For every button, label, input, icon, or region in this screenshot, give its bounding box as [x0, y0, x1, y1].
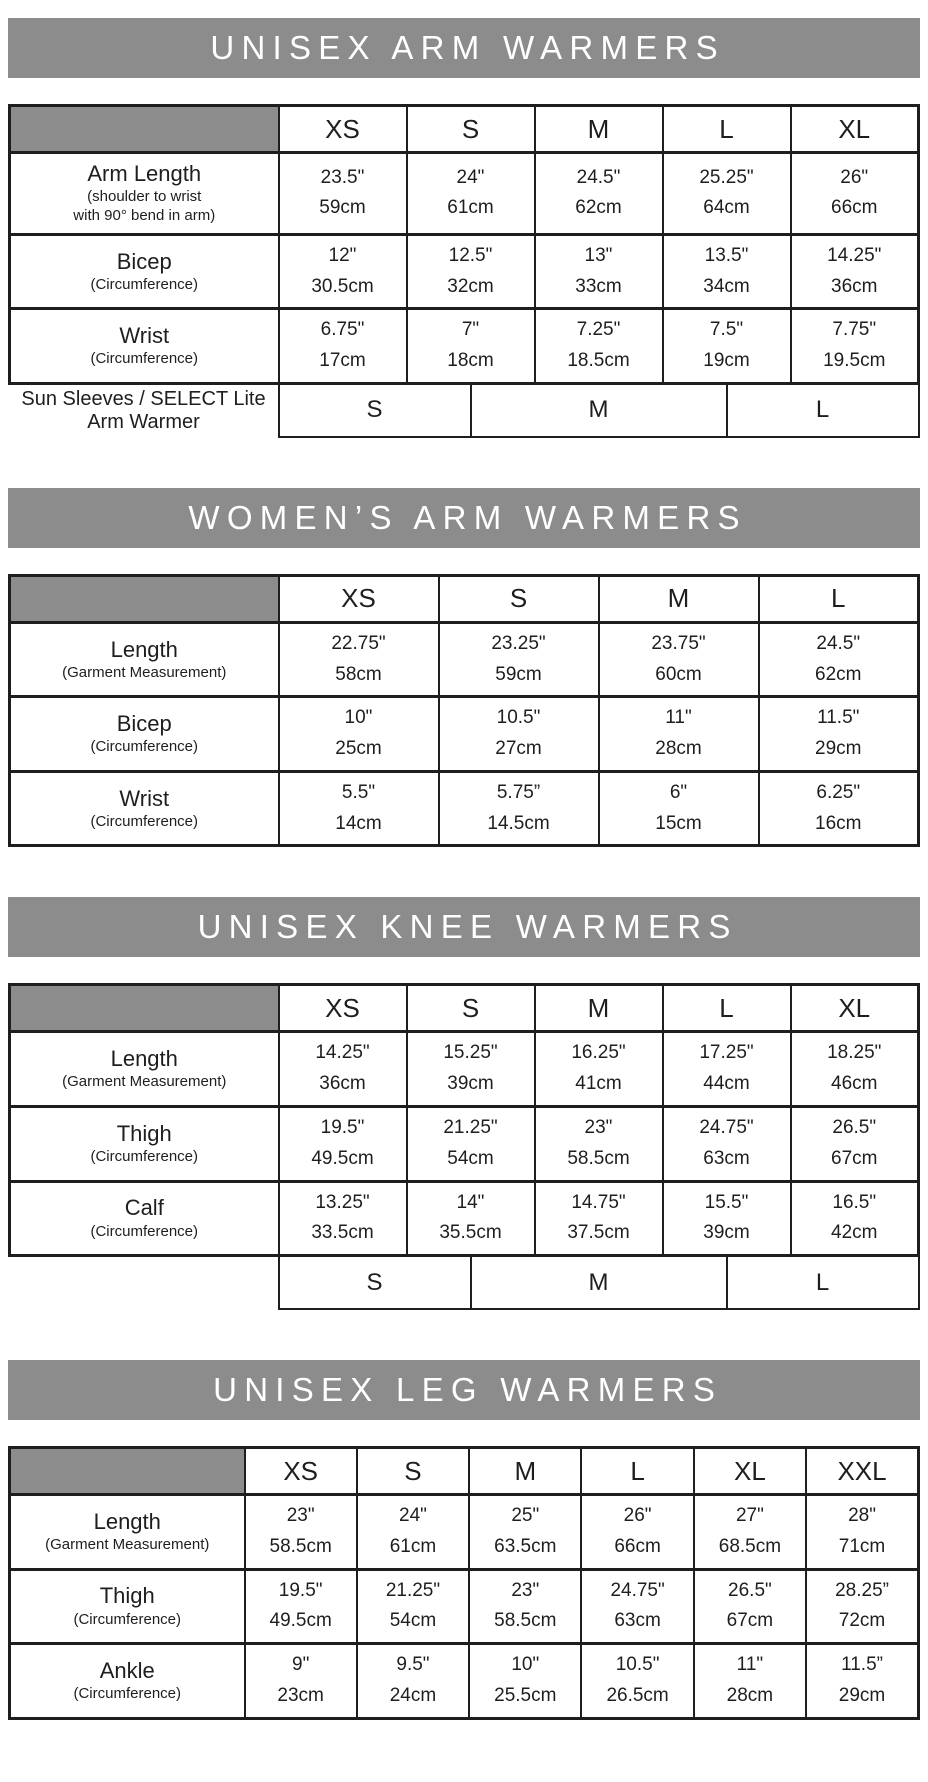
value-cm: 44cm: [703, 1073, 750, 1095]
value-cm: 37.5cm: [567, 1222, 630, 1244]
measurement-name: Length: [110, 1046, 178, 1072]
grouped-size-m: M: [471, 1256, 727, 1310]
value-cm: 49.5cm: [311, 1147, 374, 1169]
value-inches: 23": [286, 1505, 315, 1527]
value-cell: [535, 1032, 663, 1107]
column-header-xxl: XXL: [806, 1448, 918, 1495]
value-inches: 9.5": [396, 1654, 430, 1676]
measurement-note: (Circumference): [90, 1222, 199, 1240]
value-cm: 33.5cm: [311, 1222, 374, 1244]
row-label-length: [10, 1032, 279, 1107]
value-cell: [535, 309, 663, 384]
value-cm: 29cm: [815, 738, 862, 760]
grouped-size-s: S: [279, 1256, 471, 1310]
section-unisex-knee-warmers: [0, 897, 928, 1310]
value-cm: 36cm: [319, 1073, 366, 1095]
measurement-name: Calf: [124, 1195, 164, 1221]
value-cm: 14.5cm: [487, 812, 550, 834]
value-cm: 18.5cm: [567, 350, 630, 372]
value-inches: 5.5": [341, 781, 376, 803]
value-cell: [279, 1032, 407, 1107]
value-cm: 46cm: [831, 1073, 878, 1095]
value-cm: 58.5cm: [567, 1147, 630, 1169]
measurement-row: [10, 234, 919, 309]
size-table-slot: [8, 983, 920, 1310]
section-header-band: [8, 18, 920, 78]
value-cm: 25.5cm: [494, 1684, 557, 1706]
value-cm: 30.5cm: [311, 275, 374, 297]
grouped-sizes-row: [10, 383, 919, 437]
value-inches: 7.5": [709, 319, 744, 341]
value-cm: 14cm: [335, 812, 382, 834]
measurement-row: [10, 1569, 919, 1644]
value-inches: 28": [848, 1505, 876, 1527]
column-header-s: S: [407, 985, 535, 1032]
column-header-l: L: [663, 106, 791, 153]
value-inches: 5.75”: [496, 781, 541, 803]
column-header-xl: XL: [791, 106, 919, 153]
column-header-xs: XS: [279, 985, 407, 1032]
value-cm: 62cm: [815, 663, 862, 685]
value-cell: [407, 1032, 535, 1107]
value-cm: 42cm: [831, 1222, 878, 1244]
value-cell: [759, 622, 919, 697]
womens-arm-warmers-table: [8, 574, 920, 848]
value-inches: 24.75": [699, 1116, 754, 1138]
measurement-note: (Circumference): [90, 350, 199, 368]
value-inches: 6": [669, 781, 688, 803]
column-header-xl: XL: [694, 1448, 806, 1495]
value-inches: 23.75": [651, 632, 706, 654]
row-label-thigh: [10, 1106, 279, 1181]
value-cell: [694, 1495, 806, 1570]
measurement-note: (Garment Measurement): [45, 1536, 210, 1554]
measurement-row: [10, 697, 919, 772]
value-inches: 6.75": [320, 319, 365, 341]
value-cell: [535, 234, 663, 309]
value-cm: 62cm: [575, 197, 622, 219]
measurement-row: [10, 1032, 919, 1107]
value-cell: [407, 153, 535, 235]
value-inches: 15.5": [704, 1191, 749, 1213]
column-header-m: M: [599, 575, 759, 622]
grouped-size-s: S: [279, 383, 471, 437]
column-header-l: L: [581, 1448, 693, 1495]
measurement-name: Thigh: [99, 1583, 155, 1609]
value-cell: [791, 234, 919, 309]
value-cm: 33cm: [575, 275, 622, 297]
value-cm: 63cm: [614, 1610, 661, 1632]
measurement-row: [10, 622, 919, 697]
measurement-row: [10, 1106, 919, 1181]
measurement-row: [10, 1181, 919, 1256]
value-cell: [663, 1181, 791, 1256]
column-header-l: L: [759, 575, 919, 622]
value-cm: 63cm: [703, 1147, 750, 1169]
measurement-note: (Circumference): [90, 812, 199, 830]
value-inches: 7": [461, 319, 480, 341]
value-cell: [806, 1495, 918, 1570]
value-inches: 6.25": [816, 781, 861, 803]
value-cm: 49.5cm: [269, 1610, 332, 1632]
table-corner-cell: [10, 985, 279, 1032]
value-inches: 12.5": [448, 244, 493, 266]
value-inches: 18.25": [827, 1042, 882, 1064]
grouped-size-l: L: [727, 1256, 919, 1310]
value-cell: [759, 697, 919, 772]
section-title: UNISEX ARM WARMERS: [210, 29, 725, 66]
value-inches: 23.5": [320, 166, 365, 188]
value-inches: 24.5": [576, 166, 621, 188]
value-inches: 13.25": [315, 1191, 370, 1213]
value-cm: 27cm: [495, 738, 542, 760]
value-cell: [535, 1181, 663, 1256]
value-cell: [791, 1181, 919, 1256]
measurement-name: Length: [93, 1508, 161, 1534]
section-title: UNISEX KNEE WARMERS: [197, 908, 738, 946]
value-cm: 41cm: [575, 1073, 622, 1095]
value-cell: [469, 1569, 581, 1644]
unisex-leg-warmers-table: [8, 1446, 920, 1720]
size-table-slot: [8, 1446, 920, 1720]
value-cell: [469, 1644, 581, 1719]
measurement-name: Wrist: [119, 785, 170, 811]
value-cell: [791, 1106, 919, 1181]
column-header-xl: XL: [791, 985, 919, 1032]
value-cm: 39cm: [703, 1222, 750, 1244]
value-inches: 10.5": [496, 707, 541, 729]
value-inches: 27": [735, 1505, 764, 1527]
table-corner-cell: [10, 1448, 245, 1495]
measurement-name: Wrist: [119, 323, 170, 349]
value-inches: 14.75": [571, 1191, 626, 1213]
value-cm: 26.5cm: [606, 1684, 669, 1706]
value-cell: [806, 1569, 918, 1644]
grouped-size-l: L: [727, 383, 919, 437]
unisex-arm-warmers-table: [8, 104, 920, 438]
value-inches: 16.5": [832, 1191, 877, 1213]
value-cm: 72cm: [838, 1610, 886, 1632]
row-label-wrist: [10, 309, 279, 384]
column-header-m: M: [535, 985, 663, 1032]
measurement-name: Length: [110, 636, 178, 662]
value-cell: [279, 1106, 407, 1181]
value-inches: 22.75": [331, 632, 386, 654]
value-inches: 13": [584, 244, 613, 266]
value-inches: 7.25": [576, 319, 621, 341]
value-cell: [663, 153, 791, 235]
row-label-calf: [10, 1181, 279, 1256]
value-cell: [279, 1181, 407, 1256]
value-inches: 10": [511, 1654, 540, 1676]
value-cell: [599, 622, 759, 697]
value-cell: [791, 309, 919, 384]
value-cm: 24cm: [389, 1684, 437, 1706]
column-header-l: L: [663, 985, 791, 1032]
value-cell: [407, 234, 535, 309]
header-row: [10, 575, 919, 622]
value-cell: [279, 153, 407, 235]
value-cell: [407, 1106, 535, 1181]
value-cm: 59cm: [495, 663, 542, 685]
size-chart-page: [0, 18, 928, 1782]
row-label-bicep: [10, 234, 279, 309]
value-cm: 18cm: [447, 350, 494, 372]
value-cm: 67cm: [831, 1147, 878, 1169]
section-unisex-leg-warmers: [0, 1360, 928, 1720]
value-inches: 28.25”: [835, 1579, 889, 1601]
grouped-sizes-label: Sun Sleeves / SELECT Lite Arm Warmer: [21, 388, 266, 433]
value-inches: 25.25": [699, 166, 754, 188]
value-inches: 14": [456, 1191, 485, 1213]
value-cell: [279, 234, 407, 309]
measurement-note: (Garment Measurement): [62, 663, 227, 681]
value-cell: [279, 771, 439, 846]
value-cell: [581, 1569, 693, 1644]
value-inches: 26.5": [832, 1116, 877, 1138]
row-label-ankle: [10, 1644, 245, 1719]
section-header-band: [8, 1360, 920, 1420]
value-cell: [694, 1644, 806, 1719]
value-cell: [791, 1032, 919, 1107]
value-cell: [279, 309, 407, 384]
value-inches: 21.25": [443, 1116, 498, 1138]
value-cm: 61cm: [447, 197, 494, 219]
row-label-wrist: [10, 771, 279, 846]
header-row: [10, 1448, 919, 1495]
value-cell: [581, 1644, 693, 1719]
value-inches: 24.75": [610, 1579, 665, 1601]
value-cm: 16cm: [815, 812, 862, 834]
value-cm: 17cm: [319, 350, 366, 372]
value-cell: [357, 1495, 469, 1570]
value-cm: 66cm: [831, 197, 878, 219]
value-cell: [806, 1644, 918, 1719]
column-header-xs: XS: [279, 575, 439, 622]
unisex-knee-warmers-table: [8, 983, 920, 1310]
measurement-name: Ankle: [99, 1657, 155, 1683]
value-cell: [407, 309, 535, 384]
value-cell: [357, 1569, 469, 1644]
row-label-length: [10, 1495, 245, 1570]
value-cell: [245, 1495, 357, 1570]
measurement-row: [10, 1495, 919, 1570]
value-cell: [279, 697, 439, 772]
value-cm: 54cm: [447, 1147, 494, 1169]
value-cell: [245, 1569, 357, 1644]
value-inches: 12": [328, 244, 357, 266]
value-cell: [663, 1106, 791, 1181]
value-cell: [439, 622, 599, 697]
value-inches: 11.5”: [841, 1654, 883, 1676]
value-inches: 23.25": [491, 632, 546, 654]
value-inches: 25": [511, 1505, 540, 1527]
value-inches: 9": [292, 1654, 310, 1676]
value-inches: 23": [584, 1116, 613, 1138]
measurement-row: [10, 771, 919, 846]
value-cm: 19.5cm: [823, 350, 886, 372]
value-inches: 14.25": [827, 244, 882, 266]
value-cm: 39cm: [447, 1073, 494, 1095]
column-header-s: S: [407, 106, 535, 153]
value-cell: [599, 697, 759, 772]
header-row: [10, 985, 919, 1032]
value-cell: [469, 1495, 581, 1570]
value-cm: 19cm: [703, 350, 750, 372]
value-inches: 15.25": [443, 1042, 498, 1064]
value-inches: 17.25": [699, 1042, 754, 1064]
measurement-row: [10, 1644, 919, 1719]
measurement-note: (Circumference): [73, 1610, 182, 1628]
value-cell: [759, 771, 919, 846]
value-cell: [599, 771, 759, 846]
value-cell: [535, 1106, 663, 1181]
measurement-note: (shoulder to wrist with 90° bend in arm): [73, 188, 216, 225]
row-label-thigh: [10, 1569, 245, 1644]
value-cell: [694, 1569, 806, 1644]
value-inches: 11": [665, 707, 692, 729]
measurement-name: Arm Length: [87, 161, 202, 186]
size-table-slot: [8, 104, 920, 438]
value-cm: 28cm: [726, 1684, 774, 1706]
value-inches: 10": [344, 707, 373, 729]
column-header-xs: XS: [245, 1448, 357, 1495]
value-cm: 58.5cm: [494, 1610, 557, 1632]
value-inches: 7.75": [832, 319, 877, 341]
row-label-bicep: [10, 697, 279, 772]
column-header-xs: XS: [279, 106, 407, 153]
value-inches: 23": [511, 1579, 540, 1601]
measurement-row: [10, 153, 919, 235]
value-cm: 60cm: [655, 663, 702, 685]
section-title: WOMEN’S ARM WARMERS: [188, 498, 747, 536]
table-corner-cell: [10, 106, 279, 153]
value-inches: 21.25": [385, 1579, 441, 1601]
section-header-band: [8, 897, 920, 957]
grouped-sizes-label: [10, 1256, 279, 1310]
value-cm: 71cm: [838, 1535, 886, 1557]
value-cm: 68.5cm: [718, 1535, 782, 1557]
value-cell: [791, 153, 919, 235]
value-inches: 11.5": [817, 707, 860, 729]
value-cell: [439, 771, 599, 846]
value-cell: [279, 622, 439, 697]
grouped-sizes-row: [10, 1256, 919, 1310]
value-inches: 13.5": [704, 244, 749, 266]
section-title: UNISEX LEG WARMERS: [213, 1371, 723, 1409]
measurement-note: (Circumference): [90, 738, 199, 756]
section-unisex-arm-warmers: [0, 18, 928, 438]
value-cm: 32cm: [447, 275, 494, 297]
value-cell: [581, 1495, 693, 1570]
table-corner-cell: [10, 575, 279, 622]
value-cm: 63.5cm: [494, 1535, 557, 1557]
value-cm: 23cm: [277, 1684, 324, 1706]
value-inches: 10.5": [615, 1654, 660, 1676]
column-header-s: S: [439, 575, 599, 622]
measurement-name: Bicep: [116, 711, 172, 737]
value-cm: 35.5cm: [439, 1222, 502, 1244]
measurement-name: Thigh: [116, 1120, 172, 1146]
value-cell: [407, 1181, 535, 1256]
value-inches: 11": [736, 1654, 764, 1676]
value-cm: 54cm: [389, 1610, 437, 1632]
value-cm: 34cm: [703, 275, 750, 297]
value-cell: [535, 153, 663, 235]
section-header-band: [8, 488, 920, 548]
value-cm: 36cm: [831, 275, 878, 297]
section-womens-arm-warmers: [0, 488, 928, 848]
value-inches: 26": [623, 1505, 652, 1527]
value-inches: 26": [840, 166, 869, 188]
value-cell: [663, 234, 791, 309]
row-label-arm-length: [10, 153, 279, 235]
size-table-slot: [8, 574, 920, 848]
value-inches: 26.5": [728, 1579, 772, 1601]
grouped-size-m: M: [471, 383, 727, 437]
value-cm: 15cm: [655, 812, 702, 834]
value-inches: 19.5": [278, 1579, 323, 1601]
value-inches: 14.25": [315, 1042, 370, 1064]
measurement-note: (Garment Measurement): [62, 1073, 227, 1091]
value-cm: 25cm: [335, 738, 382, 760]
measurement-name: Bicep: [116, 248, 172, 274]
measurement-row: [10, 309, 919, 384]
measurement-note: (Circumference): [90, 1148, 199, 1166]
value-cm: 67cm: [726, 1610, 774, 1632]
value-cm: 29cm: [838, 1684, 886, 1706]
value-cell: [357, 1644, 469, 1719]
column-header-m: M: [469, 1448, 581, 1495]
value-cell: [663, 1032, 791, 1107]
value-inches: 24": [456, 166, 485, 188]
measurement-note: (Circumference): [73, 1685, 182, 1703]
value-cm: 59cm: [319, 197, 366, 219]
value-inches: 19.5": [320, 1116, 365, 1138]
measurement-note: (Circumference): [90, 275, 199, 293]
value-cm: 58.5cm: [269, 1535, 332, 1557]
value-cell: [245, 1644, 357, 1719]
value-cm: 64cm: [703, 197, 750, 219]
value-cell: [439, 697, 599, 772]
value-cm: 66cm: [614, 1535, 661, 1557]
column-header-s: S: [357, 1448, 469, 1495]
value-inches: 16.25": [571, 1042, 626, 1064]
header-row: [10, 106, 919, 153]
value-cm: 58cm: [335, 663, 382, 685]
value-cell: [663, 309, 791, 384]
row-label-length: [10, 622, 279, 697]
value-cm: 61cm: [389, 1535, 437, 1557]
value-inches: 24": [399, 1505, 427, 1527]
value-inches: 24.5": [816, 632, 861, 654]
value-cm: 28cm: [655, 738, 702, 760]
column-header-m: M: [535, 106, 663, 153]
